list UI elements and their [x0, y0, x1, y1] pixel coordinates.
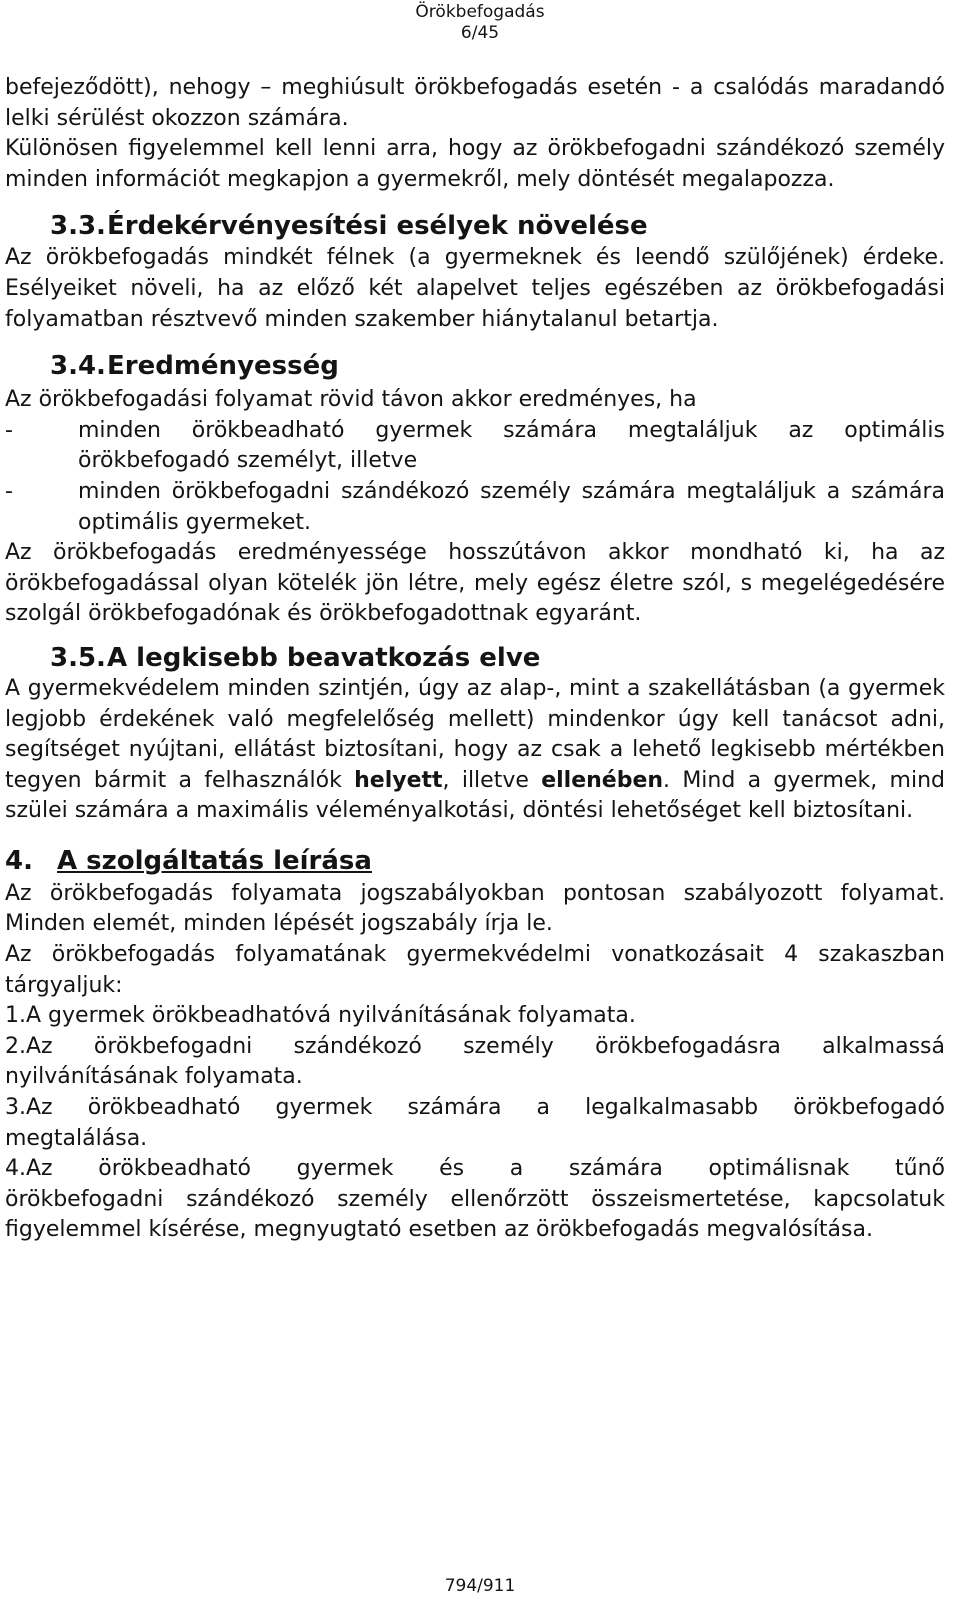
item-text-continued: örökbefogadni szándékozó személy ellenőrzött összeismertetése, kapcsolatuk figyelemmel kísérése, megnyugtató esetben az örökbefogadás megvalósítása. [5, 1186, 945, 1243]
header-page-number: 6/45 [460, 23, 500, 43]
paragraph: Különösen figyelemmel kell lenni arra, hogy az örökbefogadni szándékozó személy minden információt megkapjon a gyermekről, mely döntését megalapozza. [5, 136, 945, 192]
paragraph: befejeződött), nehogy – meghiúsult örökbefogadás esetén - a csalódás maradandó lelki sérülést okozzon számára. [5, 75, 945, 131]
paragraph: Az örökbefogadás folyamata jogszabályokban pontosan szabályozott folyamat. Minden elemét, minden lépését jogszabály írja le. [5, 880, 945, 937]
list-item-text: minden örökbeadható gyermek számára megtaláljuk az optimális örökbefogadó személyt, illetve [78, 417, 945, 474]
bold-text: helyett [354, 767, 443, 793]
page-footer [0, 1576, 960, 1597]
list-item [5, 477, 945, 538]
numbered-item [5, 1093, 945, 1154]
list-item-text: minden örökbefogadni szándékozó személy számára megtaláljuk a számára optimális gyermeket. [78, 478, 945, 535]
text-run: , illetve [442, 767, 542, 793]
paragraph: Az örökbefogadás folyamatának gyermekvédelmi vonatkozásait 4 szakaszban tárgyaljuk: [5, 942, 945, 998]
paragraph: Az örökbefogadás mindkét félnek (a gyermeknek és leendő szülőjének) érdeke. Esélyeiket növeli, ha az előző két alapelvet teljes egészében az örökbefogadási folyamatban résztvevő minden szakember hiánytalanul betartja. [5, 245, 945, 332]
header-title: Örökbefogadás [415, 2, 545, 22]
item-text-continued: megtalálása. [5, 1125, 148, 1151]
section-heading-3-5 [50, 641, 945, 675]
section-number: 3.3. [50, 211, 106, 242]
list-dash: - [5, 478, 13, 504]
item-text: A gyermek örökbeadhatóvá nyilvánításának folyamata. [26, 1003, 636, 1029]
section-number: 3.5. [50, 642, 106, 673]
numbered-item [5, 1032, 945, 1093]
item-text-continued: nyilvánításának folyamata. [5, 1064, 303, 1090]
list-dash: - [5, 417, 13, 443]
text-run: . Mind a gyermek, mind szülei számára a maximális véleményalkotási, döntési lehetőséget kell biztosítani. [5, 767, 946, 824]
paragraph: Az örökbefogadási folyamat rövid távon akkor eredményes, ha [5, 387, 697, 413]
document-body [5, 73, 945, 1246]
section-number: 3.4. [50, 351, 106, 382]
footer-page-number: 794/911 [444, 1576, 516, 1596]
section-number: 4. [5, 845, 33, 876]
section-title: A legkisebb beavatkozás elve [107, 642, 541, 673]
numbered-item [5, 1154, 945, 1246]
text-run: A gyermekvédelem minden szintjén, úgy az alap-, mint a szakellátásban (a gyermek legjobb érdekének való megfelelőség mellett) mindenkor úgy kell tanácsot adni, segítséget nyújtani, ellátást biztosítani, hogy az csak a lehető legkisebb mértékben tegyen bármit a felhasználók [5, 675, 945, 793]
section-heading-4 [5, 844, 945, 878]
list-item [5, 416, 945, 477]
section-heading-3-4 [50, 349, 945, 383]
bold-text: ellenében [541, 767, 664, 793]
item-text: Az örökbefogadni szándékozó személy örökbefogadásra alkalmassá [26, 1033, 945, 1059]
item-text: Az örökbeadható gyermek számára a legalkalmasabb örökbefogadó [26, 1095, 945, 1121]
paragraph: Az örökbefogadás eredményessége hosszútávon akkor mondható ki, ha az örökbefogadással olyan kötelék jön létre, mely egész életre szól, s megelégedésére szolgál örökbefogadónak és örökbefogadottnak egyaránt. [5, 540, 945, 627]
section-title: Érdekérvényesítési esélyek növelése [107, 211, 648, 242]
item-text: Az örökbeadható gyermek és a számára optimálisnak tűnő [26, 1156, 945, 1182]
section-heading-3-3 [50, 209, 945, 243]
item-number: 2. [5, 1033, 26, 1059]
item-number: 1. [5, 1003, 26, 1029]
numbered-item [5, 1001, 945, 1032]
section-title: A szolgáltatás leírása [57, 845, 372, 876]
page-header [0, 2, 960, 44]
paragraph [5, 674, 945, 827]
item-number: 4. [5, 1156, 26, 1182]
item-number: 3. [5, 1095, 26, 1121]
section-title: Eredményesség [107, 351, 339, 382]
